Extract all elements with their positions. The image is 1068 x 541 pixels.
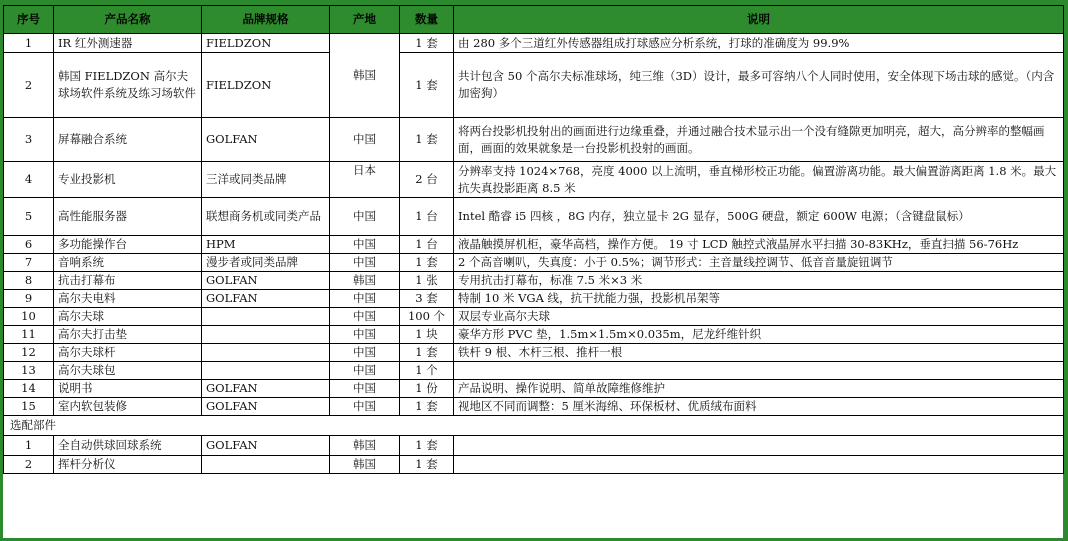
cell-brand bbox=[202, 344, 330, 362]
cell-brand bbox=[202, 326, 330, 344]
cell-seq: 4 bbox=[4, 162, 54, 198]
cell-brand: GOLFAN bbox=[202, 436, 330, 456]
table-row bbox=[4, 344, 1064, 362]
cell-brand: GOLFAN bbox=[202, 380, 330, 398]
header-row bbox=[4, 6, 1064, 34]
cell-qty: 1 套 bbox=[400, 344, 454, 362]
cell-desc: 分辨率支持 1024×768，亮度 4000 以上流明，垂直梯形校正功能。偏置游离功能。最大偏置游离距离 1.8 米。最大抗失真投影距离 8.5 米 bbox=[454, 162, 1064, 198]
cell-origin: 中国 bbox=[330, 344, 400, 362]
header-qty: 数量 bbox=[400, 6, 454, 34]
cell-desc: 豪华方形 PVC 垫，1.5m×1.5m×0.035m，尼龙纤维针织 bbox=[454, 326, 1064, 344]
cell-seq: 12 bbox=[4, 344, 54, 362]
cell-origin: 中国 bbox=[330, 118, 400, 162]
table-row bbox=[4, 34, 1064, 53]
cell-name: 抗击打幕布 bbox=[54, 272, 202, 290]
cell-desc bbox=[454, 362, 1064, 380]
table-row bbox=[4, 236, 1064, 254]
cell-qty: 100 个 bbox=[400, 308, 454, 326]
table-row bbox=[4, 198, 1064, 236]
cell-name: 高尔夫球 bbox=[54, 308, 202, 326]
cell-desc: Intel 酷睿 i5 四核 ，8G 内存，独立显卡 2G 显存，500G 硬盘，额定 600W 电源；（含键盘鼠标） bbox=[454, 198, 1064, 236]
cell-desc: 液晶触摸屏机柜，豪华高档，操作方便。 19 寸 LCD 触控式液晶屏水平扫描 30-83KHz，垂直扫描 56-76Hz bbox=[454, 236, 1064, 254]
cell-desc: 特制 10 米 VGA 线，抗干扰能力强，投影机吊架等 bbox=[454, 290, 1064, 308]
cell-desc: 共计包含 50 个高尔夫标准球场，纯三维（3D）设计，最多可容纳八个人同时使用，安全体现下场击球的感觉。（内含加密狗） bbox=[454, 53, 1064, 118]
cell-name: 多功能操作台 bbox=[54, 236, 202, 254]
table-row bbox=[4, 456, 1064, 474]
cell-desc bbox=[454, 456, 1064, 474]
cell-seq: 9 bbox=[4, 290, 54, 308]
cell-name: IR 红外测速器 bbox=[54, 34, 202, 53]
table-row bbox=[4, 162, 1064, 198]
cell-name: 室内软包装修 bbox=[54, 398, 202, 416]
cell-brand bbox=[202, 308, 330, 326]
cell-origin: 中国 bbox=[330, 290, 400, 308]
table-row bbox=[4, 326, 1064, 344]
equipment-table bbox=[3, 5, 1064, 474]
cell-origin: 中国 bbox=[330, 308, 400, 326]
cell-name: 屏幕融合系统 bbox=[54, 118, 202, 162]
cell-qty: 1 块 bbox=[400, 326, 454, 344]
cell-seq: 2 bbox=[4, 53, 54, 118]
cell-desc: 视地区不同而调整：5 厘米海绵、环保板材、优质绒布面料 bbox=[454, 398, 1064, 416]
cell-name: 高尔夫打击垫 bbox=[54, 326, 202, 344]
cell-brand bbox=[202, 362, 330, 380]
cell-qty: 1 套 bbox=[400, 53, 454, 118]
cell-name: 挥杆分析仪 bbox=[54, 456, 202, 474]
cell-seq: 5 bbox=[4, 198, 54, 236]
cell-brand: GOLFAN bbox=[202, 118, 330, 162]
cell-brand: 联想商务机或同类产品 bbox=[202, 198, 330, 236]
cell-seq: 2 bbox=[4, 456, 54, 474]
cell-qty: 3 套 bbox=[400, 290, 454, 308]
cell-name: 韩国 FIELDZON 高尔夫球场软件系统及练习场软件 bbox=[54, 53, 202, 118]
cell-origin: 中国 bbox=[330, 198, 400, 236]
cell-seq: 6 bbox=[4, 236, 54, 254]
cell-origin: 韩国 bbox=[330, 272, 400, 290]
cell-brand: 漫步者或同类品牌 bbox=[202, 254, 330, 272]
cell-qty: 1 套 bbox=[400, 34, 454, 53]
header-brand: 品牌规格 bbox=[202, 6, 330, 34]
cell-brand: HPM bbox=[202, 236, 330, 254]
cell-qty: 1 套 bbox=[400, 456, 454, 474]
cell-qty: 1 份 bbox=[400, 380, 454, 398]
cell-name: 高性能服务器 bbox=[54, 198, 202, 236]
table-row bbox=[4, 362, 1064, 380]
cell-origin: 韩国 bbox=[330, 456, 400, 474]
cell-origin: 韩国 bbox=[330, 34, 400, 118]
header-name: 产品名称 bbox=[54, 6, 202, 34]
table-row bbox=[4, 254, 1064, 272]
cell-brand: FIELDZON bbox=[202, 53, 330, 118]
table-row bbox=[4, 380, 1064, 398]
cell-brand bbox=[202, 456, 330, 474]
cell-desc: 2 个高音喇叭，失真度：小于 0.5%；调节形式：主音量线控调节、低音音量旋钮调节 bbox=[454, 254, 1064, 272]
cell-seq: 8 bbox=[4, 272, 54, 290]
cell-seq: 13 bbox=[4, 362, 54, 380]
section-row bbox=[4, 416, 1064, 436]
cell-origin: 中国 bbox=[330, 380, 400, 398]
cell-desc: 将两台投影机投射出的画面进行边缘重叠，并通过融合技术显示出一个没有缝隙更加明亮，超大，高分辨率的整幅画面，画面的效果就象是一台投影机投射的画面。 bbox=[454, 118, 1064, 162]
cell-seq: 11 bbox=[4, 326, 54, 344]
cell-qty: 1 张 bbox=[400, 272, 454, 290]
table-row bbox=[4, 398, 1064, 416]
cell-brand: GOLFAN bbox=[202, 290, 330, 308]
cell-origin: 中国 bbox=[330, 362, 400, 380]
cell-seq: 15 bbox=[4, 398, 54, 416]
equipment-table-frame bbox=[3, 5, 1063, 538]
cell-desc: 产品说明、操作说明、简单故障维修维护 bbox=[454, 380, 1064, 398]
cell-qty: 1 套 bbox=[400, 436, 454, 456]
cell-name: 高尔夫球杆 bbox=[54, 344, 202, 362]
cell-desc: 由 280 多个三道红外传感器组成打球感应分析系统，打球的准确度为 99.9% bbox=[454, 34, 1064, 53]
header-desc: 说明 bbox=[454, 6, 1064, 34]
cell-seq: 1 bbox=[4, 34, 54, 53]
cell-brand: 三洋或同类品牌 bbox=[202, 162, 330, 198]
cell-desc: 双层专业高尔夫球 bbox=[454, 308, 1064, 326]
cell-desc: 专用抗击打幕布，标准 7.5 米×3 米 bbox=[454, 272, 1064, 290]
cell-name: 高尔夫电料 bbox=[54, 290, 202, 308]
cell-qty: 1 个 bbox=[400, 362, 454, 380]
cell-seq: 14 bbox=[4, 380, 54, 398]
cell-qty: 1 套 bbox=[400, 254, 454, 272]
table-row bbox=[4, 308, 1064, 326]
cell-name: 说明书 bbox=[54, 380, 202, 398]
cell-seq: 1 bbox=[4, 436, 54, 456]
cell-seq: 10 bbox=[4, 308, 54, 326]
cell-seq: 3 bbox=[4, 118, 54, 162]
cell-origin: 中国 bbox=[330, 236, 400, 254]
table-row bbox=[4, 118, 1064, 162]
cell-qty: 2 台 bbox=[400, 162, 454, 198]
table-row bbox=[4, 53, 1064, 118]
cell-qty: 1 套 bbox=[400, 398, 454, 416]
cell-brand: GOLFAN bbox=[202, 398, 330, 416]
cell-name: 专业投影机 bbox=[54, 162, 202, 198]
cell-origin: 中国 bbox=[330, 254, 400, 272]
cell-seq: 7 bbox=[4, 254, 54, 272]
table-row bbox=[4, 272, 1064, 290]
cell-origin: 韩国 bbox=[330, 436, 400, 456]
cell-brand: FIELDZON bbox=[202, 34, 330, 53]
header-seq: 序号 bbox=[4, 6, 54, 34]
cell-name: 高尔夫球包 bbox=[54, 362, 202, 380]
cell-desc: 铁杆 9 根、木杆三根、推杆一根 bbox=[454, 344, 1064, 362]
cell-origin: 中国 bbox=[330, 326, 400, 344]
section-label: 选配部件 bbox=[4, 416, 1064, 436]
header-origin: 产地 bbox=[330, 6, 400, 34]
cell-qty: 1 台 bbox=[400, 236, 454, 254]
cell-brand: GOLFAN bbox=[202, 272, 330, 290]
cell-origin: 日本 bbox=[330, 162, 400, 198]
cell-qty: 1 台 bbox=[400, 198, 454, 236]
cell-desc bbox=[454, 436, 1064, 456]
cell-origin: 中国 bbox=[330, 398, 400, 416]
cell-name: 音响系统 bbox=[54, 254, 202, 272]
table-row bbox=[4, 290, 1064, 308]
table-row bbox=[4, 436, 1064, 456]
cell-qty: 1 套 bbox=[400, 118, 454, 162]
cell-name: 全自动供球回球系统 bbox=[54, 436, 202, 456]
